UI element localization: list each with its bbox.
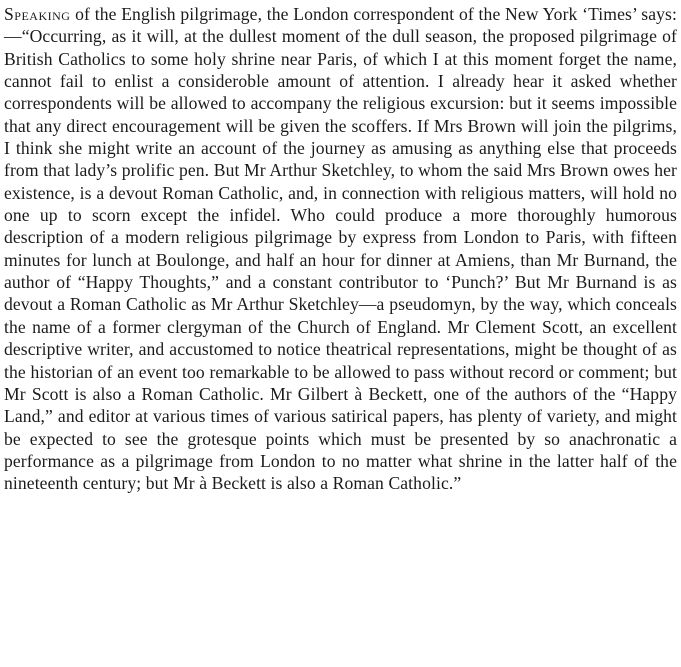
article-body-text: of the English pilgrimage, the London correspondent of the New York ‘Times’ says:—“Occurring, as it will, at the dullest moment of the dull season, the proposed pilgrimage of British Catholics to some holy shrine near Paris, of which I at this moment forget the name, cannot fail to enlist a consideroble amount of attention. I already hear it asked whether correspondents will be allowed to accompany the religious excursion: but it seems impossible that any direct encouragement will be given the scoffers. If Mrs Brown will join the pilgrims, I think she might write an account of the journey as amusing as anything else that proceeds from that lady’s prolific pen. But Mr Arthur Sketchley, to whom the said Mrs Brown owes her existence, is a devout Roman Catholic, and, in connection with religious matters, will hold no one up to scorn except the infidel. Who could produce a more thoroughly humorous description of a modern religious pilgrimage by express from London to Paris, with fifteen minutes for lunch at Boulonge, and half an hour for dinner at Amiens, than Mr Burnand, the author of “Happy Thoughts,” and a constant contributor to ‘Punch?’ But Mr Burnand is as devout a Roman Catholic as Mr Arthur Sketchley—a pseudomyn, by the way, which conceals the name of a former clergyman of the Church of England. Mr Clement Scott, an excellent descriptive writer, and accustomed to notice theatrical representations, might be thought of as the historian of an event too remarkable to be allowed to pass without record or comment; but Mr Scott is also a Roman Catholic. Mr Gilbert à Beckett, one of the authors of the “Happy Land,” and editor at various times of various satirical papers, has plenty of variety, and might be expected to see the grotesque points which must be presented by so anachronatic a performance as a pilgrimage from London to no matter what shrine in the latter half of the nineteenth century; but Mr à Beckett is also a Roman Catholic.” [4, 4, 677, 494]
article-paragraph [4, 3, 677, 495]
lead-word: Speaking [4, 4, 71, 24]
